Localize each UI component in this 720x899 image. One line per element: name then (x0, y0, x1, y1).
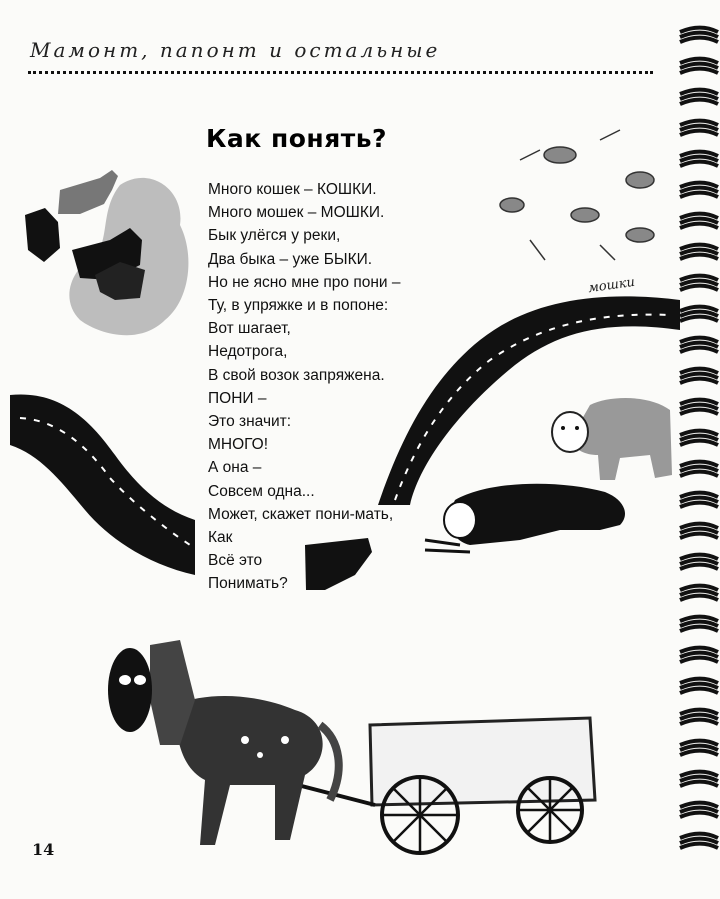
spiral-binding (676, 20, 720, 870)
poem-line: МНОГО! (208, 436, 269, 454)
poem-line: ПОНИ – (208, 389, 267, 407)
poem-line: Бык улёгся у реки, (208, 227, 341, 245)
standing-bull-illustration (552, 398, 672, 480)
spiral-coil (680, 410, 718, 415)
spiral-coil (680, 255, 718, 260)
mosquitoes-caption: мошки (587, 274, 636, 297)
spiral-coil (680, 69, 718, 74)
poem-line: Может, скажет пони-мать, (208, 505, 394, 523)
spiral-coil (680, 658, 718, 663)
spiral-coil (680, 565, 718, 570)
spiral-coil (680, 751, 718, 756)
poem-line: А она – (208, 459, 262, 477)
lying-bull-illustration (425, 484, 625, 552)
spiral-coil (680, 720, 718, 725)
spiral-coil (680, 782, 718, 787)
spiral-coil (680, 224, 718, 229)
spiral-coil (680, 100, 718, 105)
poem-title: Как понять? (206, 124, 388, 153)
spiral-coil (680, 379, 718, 384)
spiral-coil (680, 596, 718, 601)
spiral-coil (680, 689, 718, 694)
poem-line: Много кошек – КОШКИ. (208, 181, 377, 198)
spiral-coil (680, 534, 718, 539)
spiral-coil (680, 193, 718, 198)
poem-line: Недотрога, (208, 343, 288, 361)
poem-line: Как (208, 529, 233, 547)
spiral-coil (680, 38, 718, 43)
spiral-coil (680, 813, 718, 818)
poem-line: Это значит: (208, 413, 292, 431)
poem-line: Но не ясно мне про пони – (208, 273, 401, 291)
spiral-coil (680, 441, 718, 446)
poem-line: Понимать? (208, 575, 288, 593)
spiral-coil (680, 472, 718, 477)
cats-illustration (25, 170, 188, 335)
poem-body (208, 178, 400, 596)
spiral-coil (680, 286, 718, 291)
pony-cart-illustration (108, 640, 595, 853)
poem-line: Два быка – уже БЫКИ. (208, 250, 373, 268)
spiral-coil (680, 627, 718, 632)
spiral-coil (680, 348, 718, 353)
page-number: 14 (32, 840, 55, 859)
poem-line: Всё это (208, 552, 263, 570)
spiral-coil (680, 131, 718, 136)
running-header: Мамонт, папонт и остальные (30, 38, 441, 62)
spiral-coil (680, 162, 718, 167)
poem-line: Много мошек – МОШКИ. (208, 204, 385, 222)
spiral-coil (680, 317, 718, 322)
poem-line: В свой возок запряжена. (208, 366, 385, 384)
poem-line: Ту, в упряжке и в попоне: (208, 297, 389, 315)
spiral-coil (680, 503, 718, 508)
poem-line: Совсем одна... (208, 482, 315, 500)
spiral-coil (680, 844, 718, 849)
poem-line: Вот шагает, (208, 320, 291, 338)
mosquitoes-illustration (500, 130, 654, 260)
